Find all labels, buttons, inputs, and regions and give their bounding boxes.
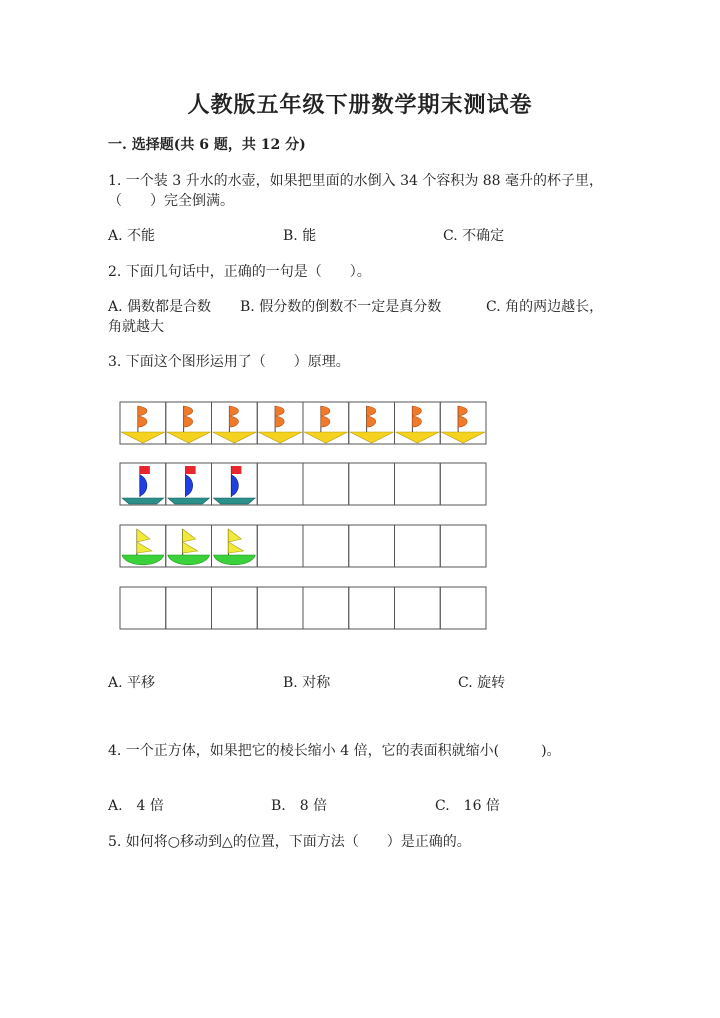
figure-row-2 [120,463,486,505]
orange-flag [321,406,330,427]
grid-cell [212,587,258,629]
green-hull [168,555,210,565]
question-3-stem: 3. 下面这个图形运用了（ ）原理。 [108,354,350,370]
yellow-sail [137,542,152,553]
grid-cell [257,463,303,505]
orange-flag [458,406,467,427]
figure-row-3 [120,525,486,567]
yellow-boat-hull [350,432,394,443]
question-1-option-a[interactable]: A. 不能 [108,228,156,244]
teal-hull [122,498,164,504]
grid-cell [257,587,303,629]
grid-cell [257,525,303,567]
red-flag [231,466,241,474]
question-3-option-a[interactable]: A. 平移 [108,675,156,691]
question-2-option-c-cont: 角就越大 [108,319,164,335]
yellow-boat-hull [396,432,440,443]
grid-cell [395,463,441,505]
page-title: 人教版五年级下册数学期末测试卷 [187,92,533,118]
question-3-option-b[interactable]: B. 对称 [283,675,331,691]
question-1-option-b[interactable]: B. 能 [283,228,317,244]
green-hull [214,555,256,565]
yellow-sail [183,542,198,553]
grid-cell [349,587,395,629]
question-3-option-c[interactable]: C. 旋转 [458,675,506,691]
blue-sail [186,475,193,496]
question-1-stem: 1. 一个装 3 升水的水壶，如果把里面的水倒入 34 个容积为 88 毫升的杯子里， [108,173,604,189]
yellow-sail [183,529,196,542]
grid-cell [440,463,486,505]
grid-cell [395,525,441,567]
grid-cell [349,525,395,567]
yellow-sail [137,529,150,542]
section-heading: 一. 选择题(共 6 题，共 12 分) [108,137,306,153]
grid-cell [120,587,166,629]
grid-cell [440,587,486,629]
figure-row-4 [120,587,486,629]
orange-flag [367,406,376,427]
yellow-boat-hull [167,432,211,443]
question-5-stem: 5. 如何将○移动到△的位置，下面方法（ ）是正确的。 [108,834,471,850]
question-2-option-b[interactable]: B. 假分数的倒数不一定是真分数 [240,299,442,315]
orange-flag [412,406,421,427]
green-hull [122,555,164,565]
question-4-option-a[interactable]: A. 4 倍 [108,798,164,814]
red-flag [140,466,150,474]
question-4-option-c[interactable]: C. 16 倍 [435,798,500,814]
red-flag [186,466,196,474]
blue-sail [140,475,147,496]
yellow-sail [228,529,241,542]
orange-flag [229,406,238,427]
yellow-boat-hull [258,432,302,443]
grid-cell [303,525,349,567]
question-2-stem: 2. 下面几句话中，正确的一句是（ ）。 [108,264,371,280]
question-4-option-b[interactable]: B. 8 倍 [271,798,328,814]
orange-flag [275,406,284,427]
yellow-boat-hull [304,432,348,443]
question-2-option-c[interactable]: C. 角的两边越长， [486,299,604,315]
question-4-stem: 4. 一个正方体，如果把它的棱长缩小 4 倍，它的表面积就缩小( )。 [108,743,561,759]
grid-cell [166,587,212,629]
grid-cell [395,587,441,629]
teal-hull [168,498,210,504]
question-1-option-c[interactable]: C. 不确定 [443,228,505,244]
question-2-option-a[interactable]: A. 偶数都是合数 [108,299,212,315]
yellow-sail [228,542,243,553]
orange-flag [138,406,147,427]
grid-cell [303,463,349,505]
yellow-boat-hull [213,432,257,443]
question-1-stem-cont: （ ）完全倒满。 [108,193,234,209]
yellow-boat-hull [441,432,485,443]
teal-hull [214,498,256,504]
grid-cell [440,525,486,567]
blue-sail [231,475,238,496]
figure-row-1 [120,402,486,444]
grid-cell [303,587,349,629]
orange-flag [184,406,193,427]
grid-cell [349,463,395,505]
yellow-boat-hull [121,432,165,443]
